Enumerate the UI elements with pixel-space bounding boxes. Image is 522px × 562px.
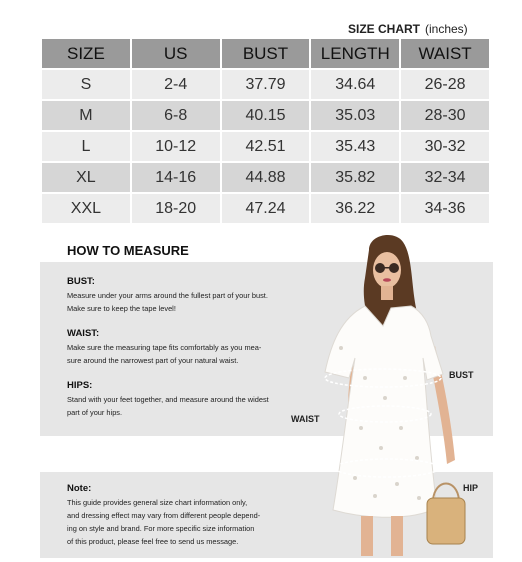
cell-us: 6-8 (132, 101, 220, 130)
cell-size: L (42, 132, 130, 161)
header-size: SIZE (42, 39, 130, 68)
cell-length: 34.64 (311, 70, 399, 99)
cell-waist: 28-30 (401, 101, 489, 130)
cell-bust: 37.79 (222, 70, 310, 99)
hips-instructions (67, 379, 307, 419)
table-row (42, 101, 489, 130)
model-figure (305, 228, 505, 562)
bust-label: BUST (449, 370, 474, 380)
lips-shape (383, 278, 391, 282)
sunglasses-icon (375, 263, 385, 273)
bust-text-line: Measure under your arms around the fullest part of your bust. (67, 291, 268, 300)
cell-us: 10-12 (132, 132, 220, 161)
size-chart-title (348, 22, 468, 36)
header-us: US (132, 39, 220, 68)
waist-label: WAIST (291, 414, 320, 424)
cell-waist: 32-34 (401, 163, 489, 192)
neck-shape (381, 286, 393, 300)
header-bust: BUST (222, 39, 310, 68)
right-leg-shape (391, 516, 403, 556)
bust-heading: BUST: (67, 276, 95, 287)
cell-us: 18-20 (132, 194, 220, 223)
how-to-measure-title: HOW TO MEASURE (67, 243, 189, 258)
cell-length: 35.43 (311, 132, 399, 161)
waist-text-line: sure around the narrowest part of your natural waist. (67, 356, 239, 365)
cell-bust: 40.15 (222, 101, 310, 130)
note-text-line: and dressing effect may vary from different people depend- (67, 511, 261, 520)
waist-text-line: Make sure the measuring tape fits comfortably as you mea- (67, 343, 262, 352)
table-row (42, 132, 489, 161)
size-chart-title-text: SIZE CHART (348, 22, 420, 36)
bust-instructions (67, 275, 307, 315)
cell-waist: 34-36 (401, 194, 489, 223)
waist-heading: WAIST: (67, 328, 100, 339)
basket-bag-icon (427, 498, 465, 544)
cell-us: 14-16 (132, 163, 220, 192)
size-table-header-row (42, 39, 489, 68)
cell-waist: 30-32 (401, 132, 489, 161)
bust-text-line: Make sure to keep the tape level! (67, 304, 176, 313)
table-row (42, 163, 489, 192)
hips-text-line: part of your hips. (67, 408, 123, 417)
cell-bust: 44.88 (222, 163, 310, 192)
cell-length: 35.03 (311, 101, 399, 130)
cell-bust: 47.24 (222, 194, 310, 223)
left-leg-shape (361, 516, 373, 556)
note-text-line: ing on style and brand. For more specific size information (67, 524, 255, 533)
cell-bust: 42.51 (222, 132, 310, 161)
cell-waist: 26-28 (401, 70, 489, 99)
cell-size: XXL (42, 194, 130, 223)
table-row (42, 70, 489, 99)
size-chart-unit: (inches) (425, 22, 468, 36)
cell-length: 35.82 (311, 163, 399, 192)
cell-size: M (42, 101, 130, 130)
cell-size: S (42, 70, 130, 99)
size-table (40, 37, 491, 225)
note-text-line: of this product, please feel free to send us message. (67, 537, 239, 546)
hips-text-line: Stand with your feet together, and measure around the widest (67, 395, 269, 404)
note-block (67, 482, 307, 548)
note-text-line: This guide provides general size chart information only, (67, 498, 248, 507)
sunglasses-lens (389, 263, 399, 273)
hips-heading: HIPS: (67, 380, 93, 391)
table-row (42, 194, 489, 223)
note-heading: Note: (67, 483, 92, 494)
cell-size: XL (42, 163, 130, 192)
cell-us: 2-4 (132, 70, 220, 99)
header-waist: WAIST (401, 39, 489, 68)
hip-label: HIP (463, 483, 479, 493)
header-length: LENGTH (311, 39, 399, 68)
waist-instructions (67, 327, 307, 367)
cell-length: 36.22 (311, 194, 399, 223)
sunglasses-bridge (384, 267, 390, 269)
